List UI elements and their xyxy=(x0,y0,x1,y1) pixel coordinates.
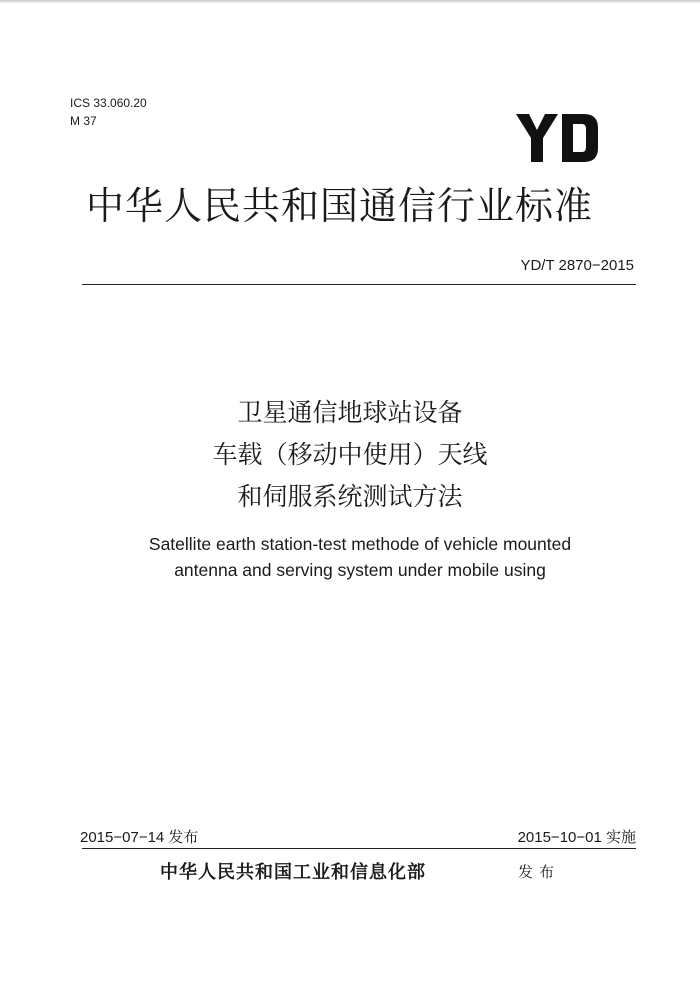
header-divider xyxy=(82,284,636,285)
chinese-title-line: 和伺服系统测试方法 xyxy=(237,482,463,511)
english-title-line: Satellite earth station-test methode of vehicle mounted xyxy=(148,534,572,554)
industry-standard-title: 中华人民共和国通信行业标准 xyxy=(86,184,594,228)
english-title xyxy=(80,531,640,583)
footer-divider xyxy=(82,848,636,849)
chinese-title xyxy=(100,392,600,518)
ics-code: ICS 33.060.20 xyxy=(70,96,147,110)
english-title-line: antenna and serving system under mobile using xyxy=(174,560,546,580)
publisher-name: 中华人民共和国工业和信息化部 xyxy=(160,862,426,883)
page-top-edge xyxy=(0,0,700,3)
chinese-title-line: 卫星通信地球站设备 xyxy=(237,398,463,427)
chinese-title-line: 车载（移动中使用）天线 xyxy=(212,440,488,469)
publish-label: 发布 xyxy=(518,863,561,881)
category-code: M 37 xyxy=(70,114,97,128)
yd-logo xyxy=(516,114,598,162)
standard-number: YD/T 2870−2015 xyxy=(520,257,634,274)
implementation-date: 2015−10−01 实施 xyxy=(517,829,636,846)
classification-codes xyxy=(70,94,147,130)
issue-date: 2015−07−14 发布 xyxy=(80,829,199,846)
